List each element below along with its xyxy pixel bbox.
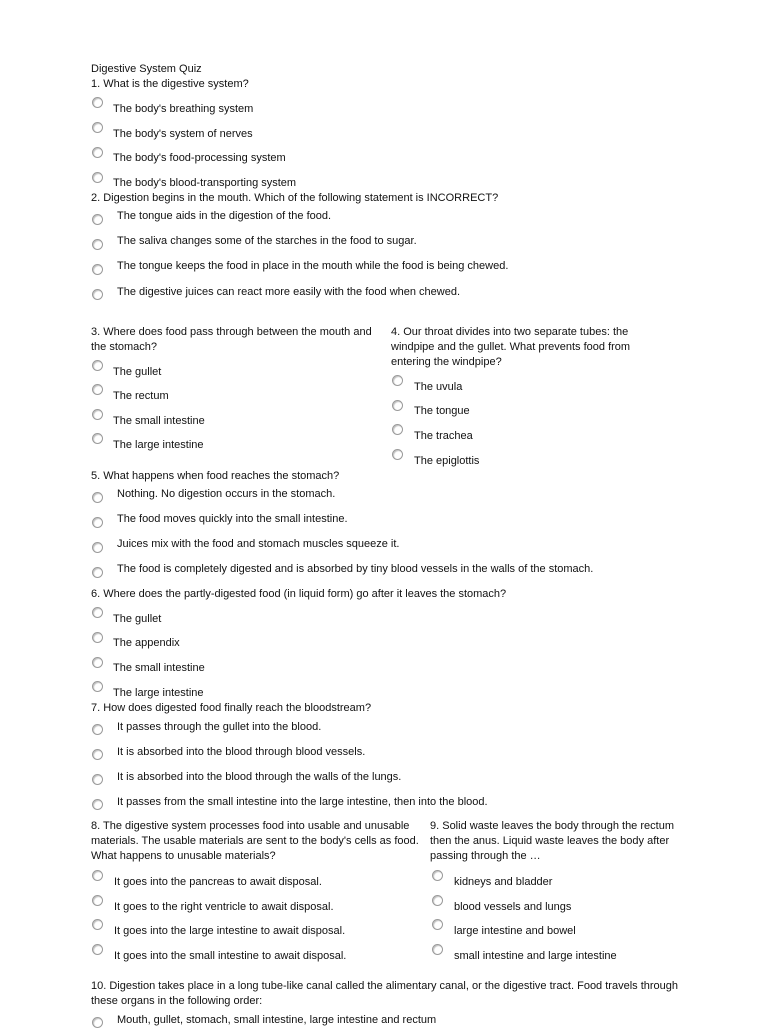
question-9-text: 9. Solid waste leaves the body through the rectum then the anus. Liquid waste leaves the body after passing through the …: [430, 820, 674, 862]
q1-option-1-radio[interactable]: [92, 97, 103, 108]
q9-option-4-label: small intestine and large intestine: [454, 950, 617, 962]
q5-option-1-radio[interactable]: [92, 492, 103, 503]
q4-option-1-radio[interactable]: [392, 375, 403, 386]
q6-option-4-radio[interactable]: [92, 681, 103, 692]
q6-option-1-radio[interactable]: [92, 607, 103, 618]
q3-option-2-radio[interactable]: [92, 384, 103, 395]
q3-option-1-label: The gullet: [113, 366, 162, 378]
q2-option-2-label: The saliva changes some of the starches in the food to sugar.: [117, 235, 417, 247]
q8-option-3-radio[interactable]: [92, 919, 103, 930]
quiz-title: Digestive System Quiz: [91, 63, 202, 75]
q5-option-2-label: The food moves quickly into the small intestine.: [117, 513, 348, 525]
q9-option-3-label: large intestine and bowel: [454, 925, 576, 937]
question-4-text: 4. Our throat divides into two separate tubes: the windpipe and the gullet. What prevents food from entering the windpipe?: [391, 326, 631, 368]
q1-option-3-label: The body's food-processing system: [113, 152, 286, 164]
q4-option-1-label: The uvula: [414, 381, 463, 393]
q10-option-1-radio[interactable]: [92, 1017, 103, 1028]
q6-option-2-label: The appendix: [113, 637, 180, 649]
question-5-text: 5. What happens when food reaches the stomach?: [91, 470, 340, 482]
q8-option-3-label: It goes into the large intestine to await disposal.: [114, 925, 346, 937]
q3-option-2-label: The rectum: [113, 390, 169, 402]
q7-option-2-radio[interactable]: [92, 749, 103, 760]
q4-option-4-label: The epiglottis: [414, 455, 480, 467]
q7-option-3-label: It is absorbed into the blood through the walls of the lungs.: [117, 771, 402, 783]
q9-option-1-label: kidneys and bladder: [454, 876, 553, 888]
q9-option-3-radio[interactable]: [432, 919, 443, 930]
q7-option-2-label: It is absorbed into the blood through blood vessels.: [117, 746, 366, 758]
q9-option-2-label: blood vessels and lungs: [454, 901, 572, 913]
q2-option-1-label: The tongue aids in the digestion of the food.: [117, 210, 332, 222]
q2-option-1-radio[interactable]: [92, 214, 103, 225]
q3-option-4-radio[interactable]: [92, 433, 103, 444]
q3-option-1-radio[interactable]: [92, 360, 103, 371]
q2-option-4-radio[interactable]: [92, 289, 103, 300]
question-7-text: 7. How does digested food finally reach the bloodstream?: [91, 702, 372, 714]
q9-option-4-radio[interactable]: [432, 944, 443, 955]
q1-option-2-label: The body's system of nerves: [113, 128, 253, 140]
q4-option-4-radio[interactable]: [392, 449, 403, 460]
question-6-text: 6. Where does the partly-digested food (in liquid form) go after it leaves the stomach?: [91, 588, 507, 600]
q4-option-2-label: The tongue: [414, 405, 470, 417]
q7-option-4-label: It passes from the small intestine into the large intestine, then into the blood.: [117, 796, 488, 808]
q1-option-1-label: The body's breathing system: [113, 103, 254, 115]
q8-option-2-radio[interactable]: [92, 895, 103, 906]
q6-option-3-radio[interactable]: [92, 657, 103, 668]
q1-option-3-radio[interactable]: [92, 147, 103, 158]
q9-option-2-radio[interactable]: [432, 895, 443, 906]
q8-option-4-label: It goes into the small intestine to await disposal.: [114, 950, 347, 962]
q2-option-3-radio[interactable]: [92, 264, 103, 275]
q5-option-3-radio[interactable]: [92, 542, 103, 553]
q3-option-4-label: The large intestine: [113, 439, 204, 451]
q7-option-1-radio[interactable]: [92, 724, 103, 735]
q1-option-4-radio[interactable]: [92, 172, 103, 183]
q1-option-2-radio[interactable]: [92, 122, 103, 133]
q5-option-4-radio[interactable]: [92, 567, 103, 578]
q3-option-3-radio[interactable]: [92, 409, 103, 420]
q7-option-4-radio[interactable]: [92, 799, 103, 810]
question-1-text: 1. What is the digestive system?: [91, 78, 249, 90]
q8-option-1-label: It goes into the pancreas to await disposal.: [114, 876, 322, 888]
q2-option-3-label: The tongue keeps the food in place in the mouth while the food is being chewed.: [117, 260, 509, 272]
q5-option-2-radio[interactable]: [92, 517, 103, 528]
q7-option-3-radio[interactable]: [92, 774, 103, 785]
q1-option-4-label: The body's blood-transporting system: [113, 177, 297, 189]
question-10-text: 10. Digestion takes place in a long tube-like canal called the alimentary canal, or the digestive tract. Food travels through these organs in the following order:: [91, 980, 678, 1007]
q2-option-4-label: The digestive juices can react more easily with the food when chewed.: [117, 286, 461, 298]
q6-option-1-label: The gullet: [113, 613, 162, 625]
q2-option-2-radio[interactable]: [92, 239, 103, 250]
q5-option-4-label: The food is completely digested and is absorbed by tiny blood vessels in the walls of the stomach.: [117, 563, 594, 575]
q7-option-1-label: It passes through the gullet into the blood.: [117, 721, 322, 733]
q6-option-2-radio[interactable]: [92, 632, 103, 643]
q8-option-1-radio[interactable]: [92, 870, 103, 881]
q3-option-3-label: The small intestine: [113, 415, 205, 427]
question-2-text: 2. Digestion begins in the mouth. Which of the following statement is INCORRECT?: [91, 192, 499, 204]
q5-option-3-label: Juices mix with the food and stomach muscles squeeze it.: [117, 538, 400, 550]
q9-option-1-radio[interactable]: [432, 870, 443, 881]
q10-option-1-label: Mouth, gullet, stomach, small intestine, large intestine and rectum: [117, 1014, 437, 1026]
q6-option-4-label: The large intestine: [113, 687, 204, 699]
q8-option-4-radio[interactable]: [92, 944, 103, 955]
q4-option-3-label: The trachea: [414, 430, 473, 442]
question-3-text: 3. Where does food pass through between the mouth and the stomach?: [91, 326, 372, 353]
q4-option-2-radio[interactable]: [392, 400, 403, 411]
q6-option-3-label: The small intestine: [113, 662, 205, 674]
q5-option-1-label: Nothing. No digestion occurs in the stomach.: [117, 488, 336, 500]
question-8-text: 8. The digestive system processes food into usable and unusable materials. The usable materials are sent to the body's cells as food. What happens to unusable materials?: [91, 820, 419, 862]
q4-option-3-radio[interactable]: [392, 424, 403, 435]
q8-option-2-label: It goes to the right ventricle to await disposal.: [114, 901, 334, 913]
